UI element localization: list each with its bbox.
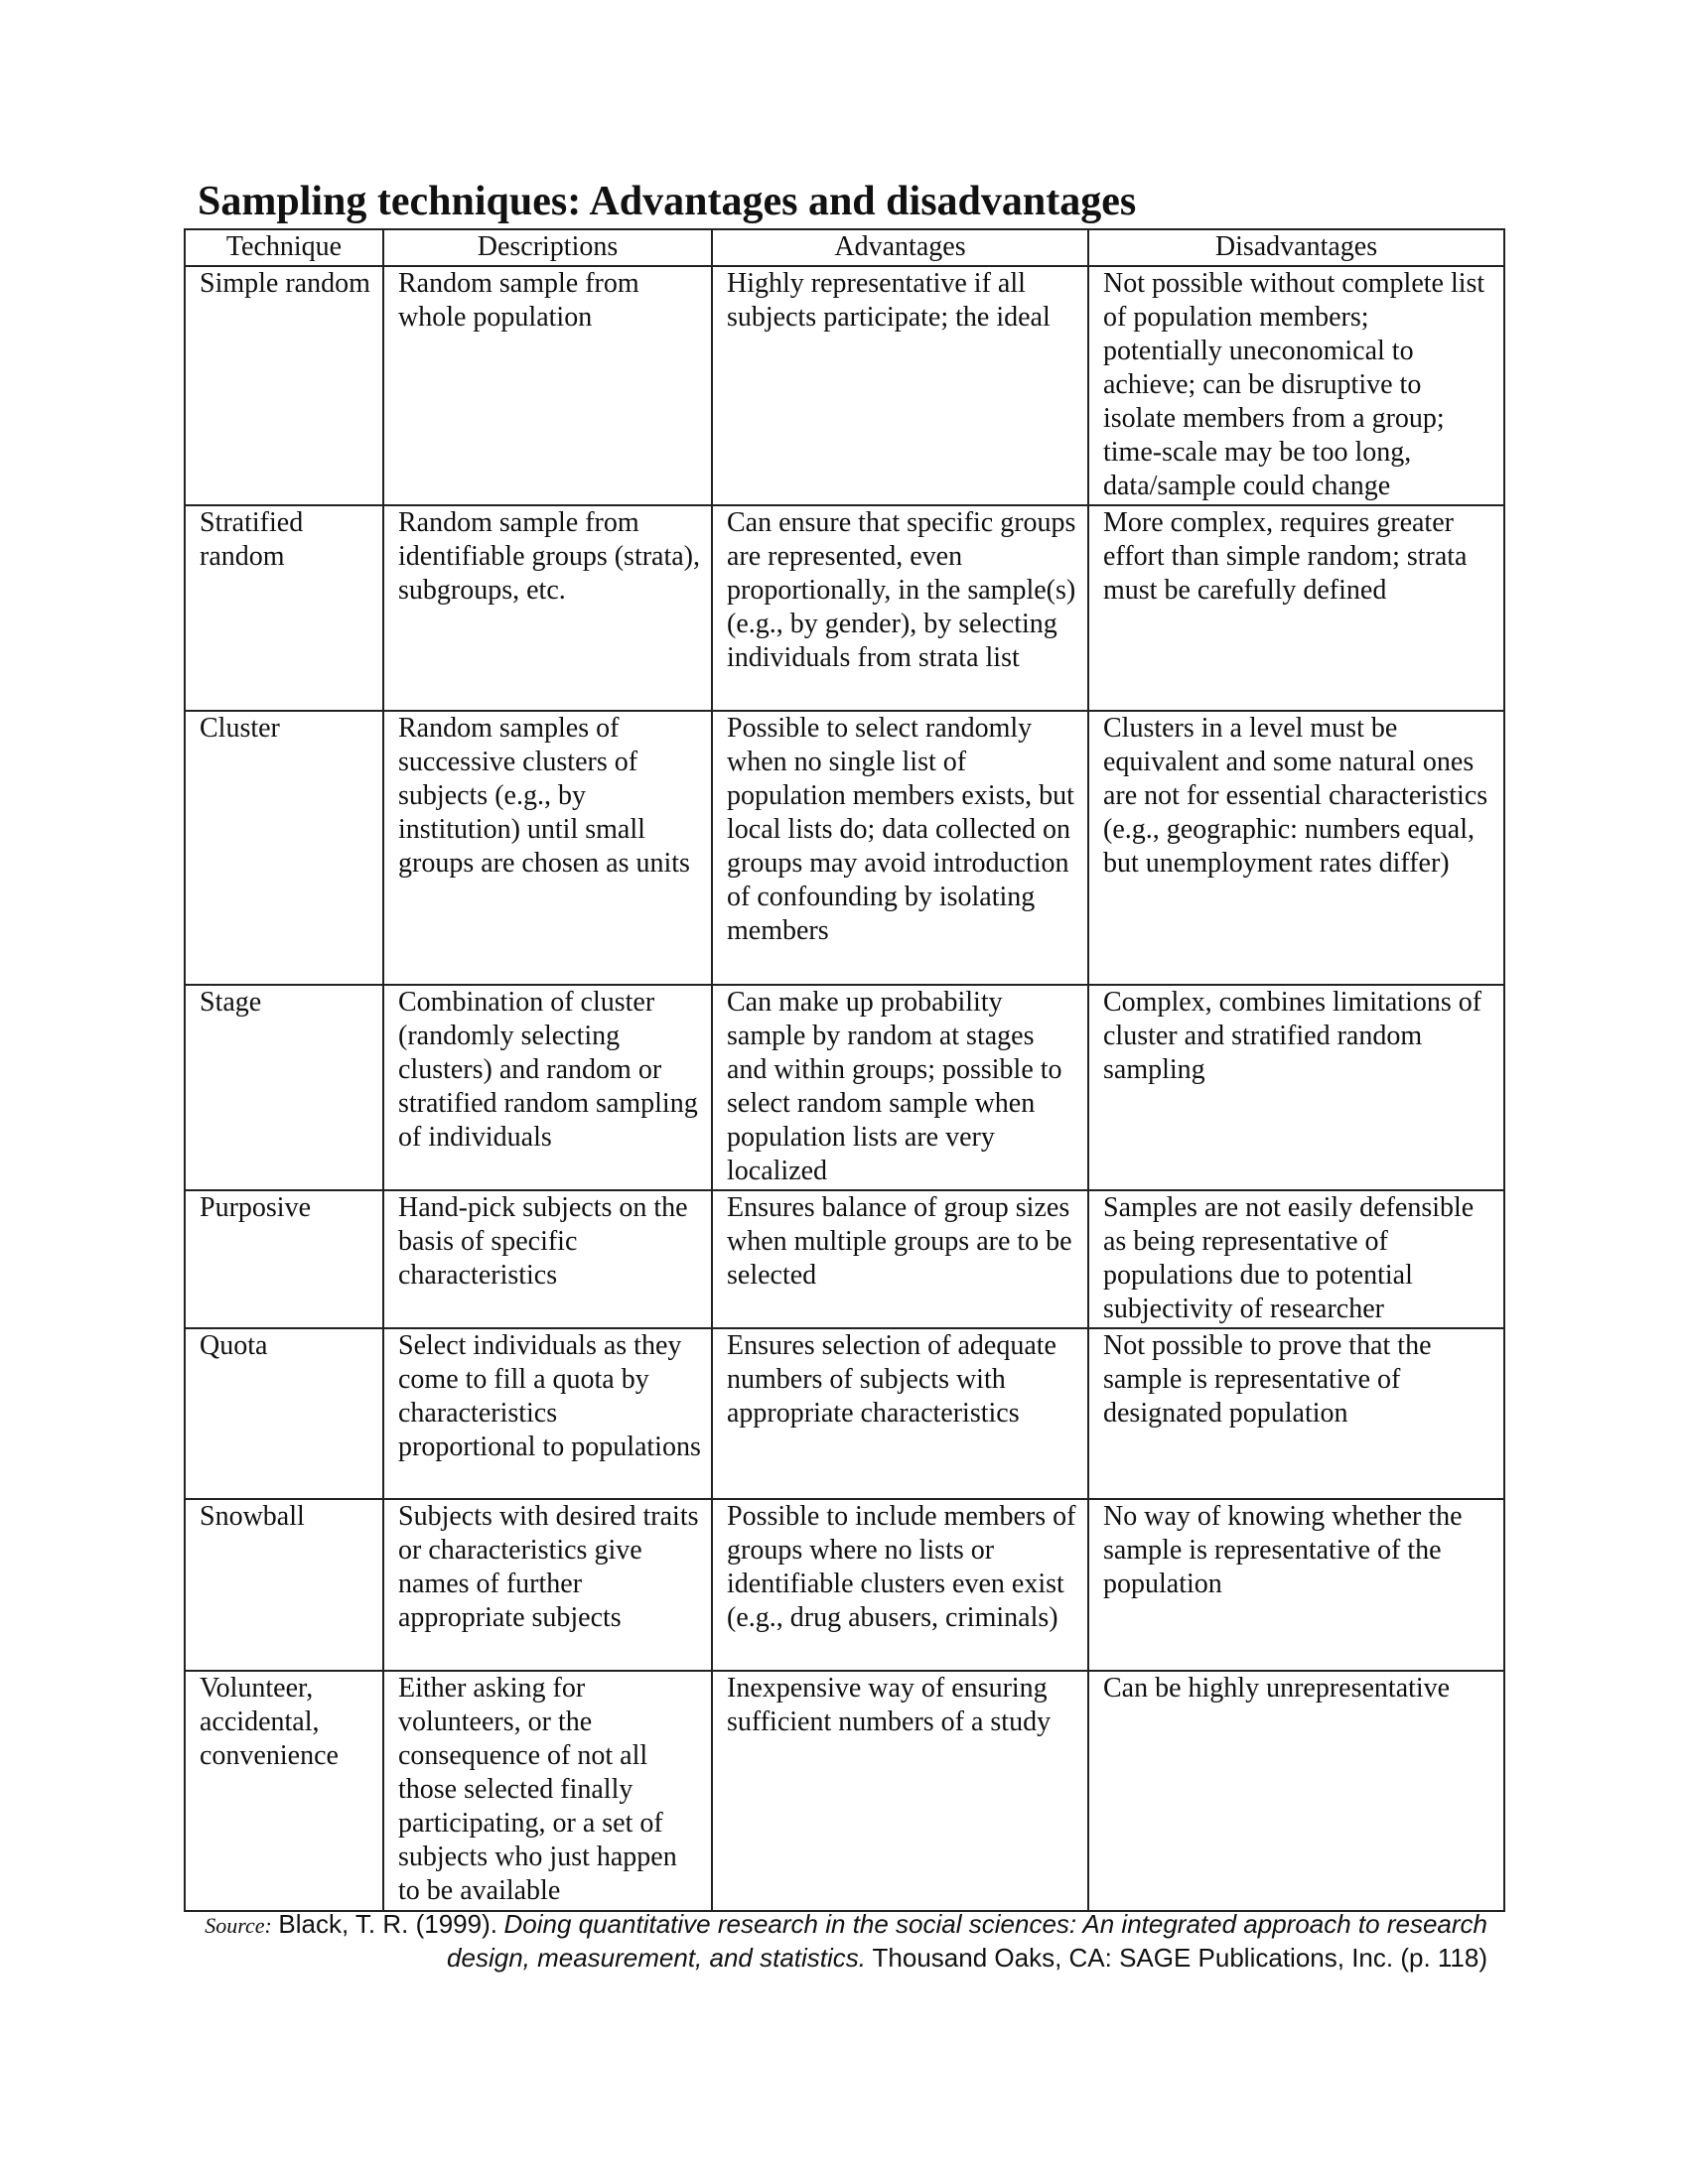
table-row [185, 1671, 1504, 1911]
source-line-1 [184, 1908, 1487, 1942]
advantages-cell: Ensures selection of adequate numbers of subjects with appropriate characteristics [712, 1328, 1088, 1499]
description-cell: Random sample from whole population [383, 266, 712, 505]
disadvantages-cell: Not possible to prove that the sample is representative of designated population [1088, 1328, 1504, 1499]
source-citation [184, 1908, 1487, 1975]
advantages-cell: Highly representative if all subjects participate; the ideal [712, 266, 1088, 505]
disadvantages-cell: Not possible without complete list of population members; potentially uneconomical to achieve; can be disruptive to isolate members from a group; time-scale may be too long, data/sample could change [1088, 266, 1504, 505]
disadvantages-cell: More complex, requires greater effort than simple random; strata must be carefully defined [1088, 505, 1504, 711]
description-cell: Hand-pick subjects on the basis of specific characteristics [383, 1190, 712, 1328]
table-row [185, 1499, 1504, 1671]
technique-cell: Cluster [185, 711, 383, 985]
header-technique: Technique [185, 229, 383, 266]
technique-cell: Snowball [185, 1499, 383, 1671]
table-row [185, 711, 1504, 985]
technique-cell: Stratified random [185, 505, 383, 711]
advantages-cell: Can ensure that specific groups are represented, even proportionally, in the sample(s) (e.g., by gender), by selecting individuals from strata list [712, 505, 1088, 711]
header-descriptions: Descriptions [383, 229, 712, 266]
disadvantages-cell: No way of knowing whether the sample is representative of the population [1088, 1499, 1504, 1671]
source-line-2 [184, 1942, 1487, 1975]
table-row [185, 985, 1504, 1190]
disadvantages-cell: Samples are not easily defensible as being representative of populations due to potential subjectivity of researcher [1088, 1190, 1504, 1328]
source-title-part-1: Doing quantitative research in the social sciences: An integrated approach to research [503, 1909, 1487, 1939]
header-disadvantages: Disadvantages [1088, 229, 1504, 266]
table-row [185, 1328, 1504, 1499]
disadvantages-cell: Clusters in a level must be equivalent and some natural ones are not for essential characteristics (e.g., geographic: numbers equal, but unemployment rates differ) [1088, 711, 1504, 985]
advantages-cell: Possible to include members of groups where no lists or identifiable clusters even exist (e.g., drug abusers, criminals) [712, 1499, 1088, 1671]
source-label: Source: [205, 1913, 272, 1938]
description-cell: Select individuals as they come to fill a quota by characteristics proportional to populations [383, 1328, 712, 1499]
source-title-part-2: design, measurement, and statistics. [447, 1943, 867, 1973]
advantages-cell: Possible to select randomly when no single list of population members exists, but local lists do; data collected on groups may avoid introduction of confounding by isolating members [712, 711, 1088, 985]
page-title: Sampling techniques: Advantages and disadvantages [198, 179, 1137, 224]
technique-cell: Stage [185, 985, 383, 1190]
description-cell: Combination of cluster (randomly selecting clusters) and random or stratified random sampling of individuals [383, 985, 712, 1190]
advantages-cell: Can make up probability sample by random at stages and within groups; possible to select random sample when population lists are very localized [712, 985, 1088, 1190]
table-row [185, 1190, 1504, 1328]
disadvantages-cell: Can be highly unrepresentative [1088, 1671, 1504, 1911]
description-cell: Either asking for volunteers, or the consequence of not all those selected finally participating, or a set of subjects who just happen to be available [383, 1671, 712, 1911]
advantages-cell: Inexpensive way of ensuring sufficient numbers of a study [712, 1671, 1088, 1911]
source-publisher: Thousand Oaks, CA: SAGE Publications, Inc. (p. 118) [872, 1943, 1487, 1973]
disadvantages-cell: Complex, combines limitations of cluster and stratified random sampling [1088, 985, 1504, 1190]
technique-cell: Volunteer, accidental, convenience [185, 1671, 383, 1911]
table-header-row [185, 229, 1504, 266]
sampling-table-container [184, 228, 1503, 1912]
sampling-table [184, 228, 1505, 1912]
technique-cell: Simple random [185, 266, 383, 505]
source-author: Black, T. R. (1999). [278, 1909, 497, 1939]
description-cell: Subjects with desired traits or characteristics give names of further appropriate subjects [383, 1499, 712, 1671]
table-row [185, 266, 1504, 505]
description-cell: Random samples of successive clusters of subjects (e.g., by institution) until small groups are chosen as units [383, 711, 712, 985]
table-row [185, 505, 1504, 711]
technique-cell: Quota [185, 1328, 383, 1499]
technique-cell: Purposive [185, 1190, 383, 1328]
advantages-cell: Ensures balance of group sizes when multiple groups are to be selected [712, 1190, 1088, 1328]
header-advantages: Advantages [712, 229, 1088, 266]
description-cell: Random sample from identifiable groups (strata), subgroups, etc. [383, 505, 712, 711]
